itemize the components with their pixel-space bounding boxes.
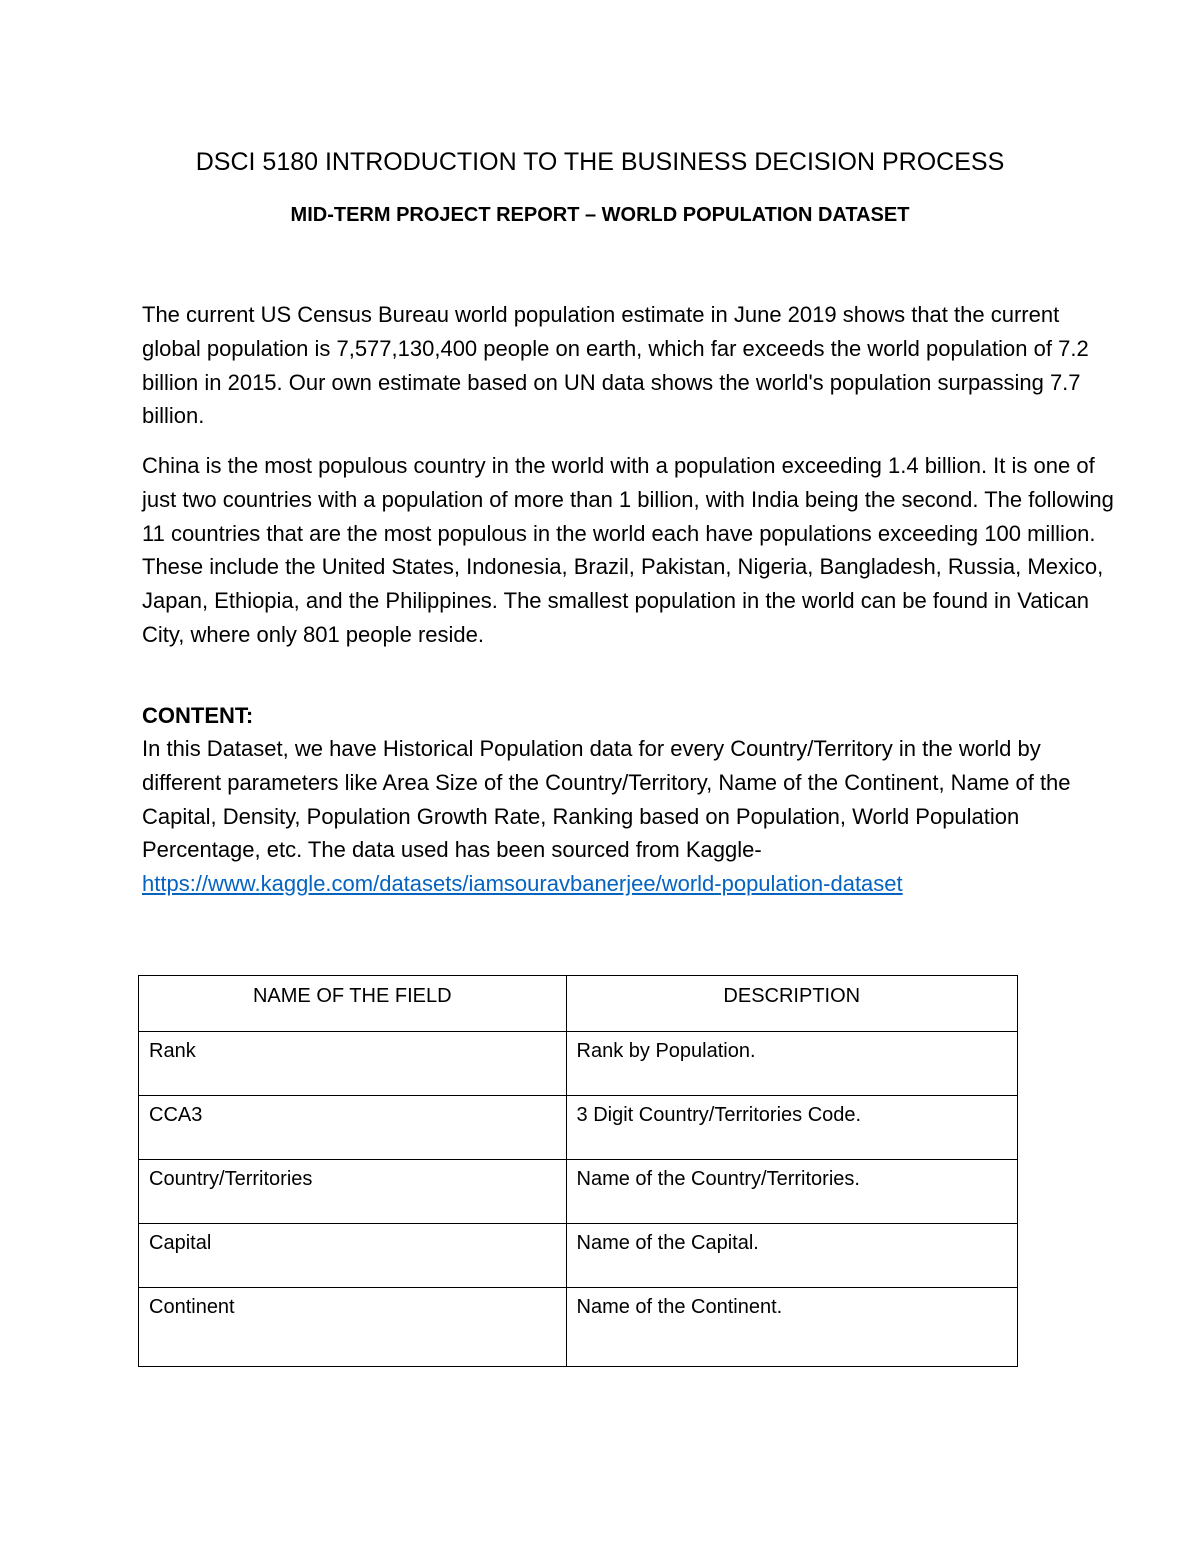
document-subtitle: MID-TERM PROJECT REPORT – WORLD POPULATION DATASET	[290, 204, 910, 226]
field-description-cell: Name of the Capital.	[566, 1224, 1017, 1288]
field-description-table	[138, 975, 1018, 1367]
field-name-cell: CCA3	[139, 1096, 567, 1160]
field-name-cell: Capital	[139, 1224, 567, 1288]
header-description: DESCRIPTION	[566, 976, 1017, 1032]
table-header-row	[139, 976, 1018, 1032]
table-row	[139, 1160, 1018, 1224]
field-description-cell: Name of the Continent.	[566, 1288, 1017, 1367]
paragraph-dataset-content	[142, 732, 1117, 901]
table-row	[139, 1096, 1018, 1160]
dataset-content-text: In this Dataset, we have Historical Population data for every Country/Territory in the world by different parameters like Area Size of the Country/Territory, Name of the Continent, Name of the Capital, Density, Population Growth Rate, Ranking based on Population, World Population Percentage, etc. The data used has been sourced from Kaggle-	[142, 736, 1071, 863]
paragraph-population-estimate: The current US Census Bureau world population estimate in June 2019 shows that the current global population is 7,577,130,400 people on earth, which far exceeds the world population of 7.2 billion in 2015. Our own estimate based on UN data shows the world's population surpassing 7.7 billion.	[142, 302, 1089, 429]
table-row	[139, 1032, 1018, 1096]
table-row	[139, 1224, 1018, 1288]
field-description-cell: 3 Digit Country/Territories Code.	[566, 1096, 1017, 1160]
table-row	[139, 1288, 1018, 1367]
paragraph-populous-countries: China is the most populous country in the world with a population exceeding 1.4 billion. It is one of just two countries with a population of more than 1 billion, with India being the second. The following 11 countries that are the most populous in the world each have populations exceeding 100 million. These include the United States, Indonesia, Brazil, Pakistan, Nigeria, Bangladesh, Russia, Mexico, Japan, Ethiopia, and the Philippines. The smallest population in the world can be found in Vatican City, where only 801 people reside.	[142, 453, 1114, 647]
field-description-cell: Rank by Population.	[566, 1032, 1017, 1096]
field-name-cell: Continent	[139, 1288, 567, 1367]
document-title: DSCI 5180 INTRODUCTION TO THE BUSINESS DECISION PROCESS	[195, 148, 1005, 176]
kaggle-dataset-link[interactable]: https://www.kaggle.com/datasets/iamsouravbanerjee/world-population-dataset	[142, 871, 903, 897]
field-name-cell: Rank	[139, 1032, 567, 1096]
header-field-name: NAME OF THE FIELD	[139, 976, 567, 1032]
field-name-cell: Country/Territories	[139, 1160, 567, 1224]
content-heading: CONTENT:	[142, 703, 254, 728]
field-description-cell: Name of the Country/Territories.	[566, 1160, 1017, 1224]
